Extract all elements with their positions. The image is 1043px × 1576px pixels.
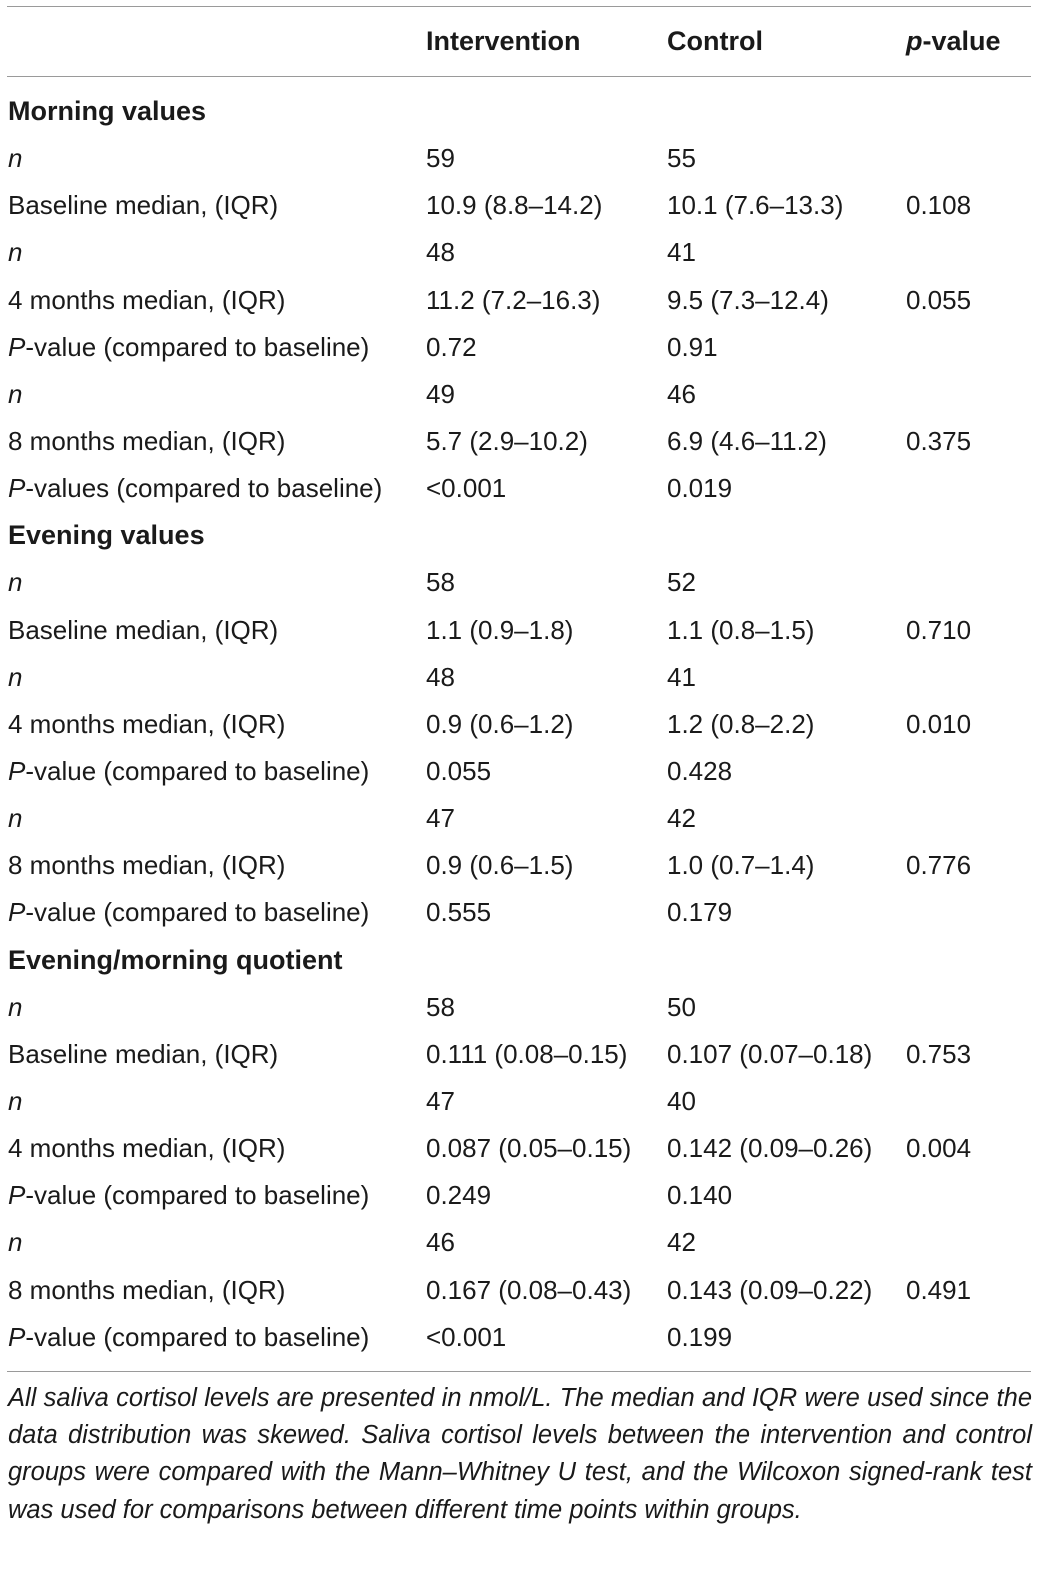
table-row: [0, 1172, 1043, 1219]
section-title: Evening/morning quotient: [8, 944, 343, 975]
row-label: 8 months median, (IQR): [8, 850, 286, 881]
cell-control: 0.107 (0.07–0.18): [667, 1038, 873, 1069]
row-label-n: n: [8, 378, 23, 409]
cell-control: 9.5 (7.3–12.4): [667, 284, 829, 315]
table-bottom-rule: [7, 1371, 1031, 1372]
cell-control: 0.140: [667, 1180, 733, 1211]
row-label-p-italic: P: [8, 1321, 26, 1352]
row-label-n: n: [8, 237, 23, 268]
cell-control: 41: [667, 661, 696, 692]
table-row: [0, 277, 1043, 324]
cell-control: 42: [667, 803, 696, 834]
cell-control: 0.179: [667, 897, 733, 928]
row-label: Baseline median, (IQR): [8, 614, 279, 645]
row-label-p-rest: -value (compared to baseline): [25, 331, 370, 362]
cell-control: 10.1 (7.6–13.3): [667, 190, 844, 221]
header-control: Control: [667, 26, 763, 56]
cell-p-value: 0.776: [906, 850, 972, 881]
row-label-pvalue: [8, 748, 369, 795]
table-row: [0, 418, 1043, 465]
table-body: [0, 88, 1043, 1361]
cell-intervention: 0.087 (0.05–0.15): [426, 1133, 632, 1164]
cell-intervention: 46: [426, 1227, 455, 1258]
row-label-pvalue: [8, 889, 369, 936]
row-label-n: n: [8, 803, 23, 834]
row-label-p-rest: -value (compared to baseline): [25, 1180, 370, 1211]
cell-intervention: 0.055: [426, 755, 492, 786]
header-bottom-rule: [7, 76, 1031, 77]
cell-p-value: 0.375: [906, 425, 972, 456]
cell-intervention: 0.9 (0.6–1.2): [426, 708, 574, 739]
cell-intervention: 47: [426, 1085, 455, 1116]
section-header-row: [0, 88, 1043, 135]
row-label-n: n: [8, 1085, 23, 1116]
table-row: [0, 371, 1043, 418]
cell-intervention: 0.72: [426, 331, 477, 362]
cell-control: 0.91: [667, 331, 718, 362]
cell-intervention: <0.001: [426, 1321, 507, 1352]
cell-p-value: 0.753: [906, 1038, 972, 1069]
cell-intervention: 5.7 (2.9–10.2): [426, 425, 588, 456]
table-row: [0, 465, 1043, 512]
table-row: [0, 229, 1043, 276]
cell-intervention: 0.249: [426, 1180, 492, 1211]
cell-intervention: 0.111 (0.08–0.15): [426, 1038, 628, 1069]
cell-control: 52: [667, 567, 696, 598]
row-label: Baseline median, (IQR): [8, 190, 279, 221]
cell-intervention: <0.001: [426, 473, 507, 504]
row-label: 4 months median, (IQR): [8, 708, 286, 739]
header-p-suffix: -value: [922, 26, 1001, 56]
section-header-row: [0, 512, 1043, 559]
cell-p-value: 0.010: [906, 708, 972, 739]
table-row: [0, 1078, 1043, 1125]
cell-intervention: 59: [426, 143, 455, 174]
row-label-p-italic: P: [8, 331, 26, 362]
row-label-pvalue: [8, 465, 382, 512]
table-row: [0, 701, 1043, 748]
cell-control: 0.019: [667, 473, 733, 504]
row-label: 8 months median, (IQR): [8, 1274, 286, 1305]
cell-control: 0.142 (0.09–0.26): [667, 1133, 873, 1164]
row-label: Baseline median, (IQR): [8, 1038, 279, 1069]
table-row: [0, 324, 1043, 371]
cell-p-value: 0.491: [906, 1274, 972, 1305]
header-intervention: Intervention: [426, 26, 581, 56]
section-title: Morning values: [8, 96, 207, 126]
cell-intervention: 0.555: [426, 897, 492, 928]
cell-intervention: 47: [426, 803, 455, 834]
row-label-p-italic: P: [8, 473, 26, 504]
cell-intervention: 1.1 (0.9–1.8): [426, 614, 574, 645]
table-row: [0, 182, 1043, 229]
table-row: [0, 654, 1043, 701]
row-label-p-italic: P: [8, 1180, 26, 1211]
row-label-pvalue: [8, 1172, 369, 1219]
cell-control: 50: [667, 991, 696, 1022]
section-header-row: [0, 937, 1043, 984]
cell-control: 0.143 (0.09–0.22): [667, 1274, 873, 1305]
table-row: [0, 1219, 1043, 1266]
row-label-n: n: [8, 991, 23, 1022]
cell-control: 42: [667, 1227, 696, 1258]
row-label-n: n: [8, 567, 23, 598]
table-row: [0, 135, 1043, 182]
table-row: [0, 1031, 1043, 1078]
table-row: [0, 795, 1043, 842]
cell-control: 41: [667, 237, 696, 268]
cell-p-value: 0.710: [906, 614, 972, 645]
row-label-n: n: [8, 143, 23, 174]
cell-p-value: 0.004: [906, 1133, 972, 1164]
cell-control: 46: [667, 378, 696, 409]
cell-intervention: 48: [426, 237, 455, 268]
table-row: [0, 559, 1043, 606]
row-label-p-rest: -value (compared to baseline): [25, 897, 370, 928]
table-header: [0, 6, 1043, 76]
row-label: 4 months median, (IQR): [8, 1133, 286, 1164]
row-label-pvalue: [8, 324, 369, 371]
cell-intervention: 0.9 (0.6–1.5): [426, 850, 574, 881]
cell-intervention: 0.167 (0.08–0.43): [426, 1274, 632, 1305]
cell-control: 1.2 (0.8–2.2): [667, 708, 815, 739]
cell-intervention: 10.9 (8.8–14.2): [426, 190, 603, 221]
cell-intervention: 11.2 (7.2–16.3): [426, 284, 601, 315]
row-label-p-rest: -values (compared to baseline): [25, 473, 383, 504]
cell-control: 0.199: [667, 1321, 733, 1352]
cell-control: 55: [667, 143, 696, 174]
cell-control: 1.1 (0.8–1.5): [667, 614, 815, 645]
row-label: 4 months median, (IQR): [8, 284, 286, 315]
cell-intervention: 49: [426, 378, 455, 409]
cell-intervention: 48: [426, 661, 455, 692]
cell-control: 40: [667, 1085, 696, 1116]
table-row: [0, 1267, 1043, 1314]
row-label-n: n: [8, 661, 23, 692]
cell-control: 0.428: [667, 755, 733, 786]
table-footnote: All saliva cortisol levels are presented in nmol/L. The median and IQR were used since the data distribution was skewed. Saliva cortisol levels between the intervention and control groups were compared with the Mann–Whitney U test, and the Wilcoxon signed-rank test was used for comparisons between different time points within groups.: [8, 1384, 1032, 1524]
table-row: [0, 1314, 1043, 1361]
row-label: 8 months median, (IQR): [8, 425, 286, 456]
cell-control: 1.0 (0.7–1.4): [667, 850, 815, 881]
section-title: Evening values: [8, 520, 205, 551]
row-label-p-rest: -value (compared to baseline): [25, 755, 370, 786]
header-p-italic: p: [906, 26, 923, 56]
header-p-value: [906, 26, 1001, 56]
cell-intervention: 58: [426, 567, 455, 598]
table-row: [0, 1125, 1043, 1172]
row-label-p-italic: P: [8, 755, 26, 786]
row-label-pvalue: [8, 1314, 369, 1361]
table-row: [0, 607, 1043, 654]
table-row: [0, 842, 1043, 889]
row-label-p-rest: -value (compared to baseline): [25, 1321, 370, 1352]
row-label-p-italic: P: [8, 897, 26, 928]
cell-control: 6.9 (4.6–11.2): [667, 425, 827, 456]
table-row: [0, 889, 1043, 936]
cell-p-value: 0.055: [906, 284, 972, 315]
table-row: [0, 984, 1043, 1031]
cell-intervention: 58: [426, 991, 455, 1022]
row-label-n: n: [8, 1227, 23, 1258]
cell-p-value: 0.108: [906, 190, 972, 221]
table-row: [0, 748, 1043, 795]
